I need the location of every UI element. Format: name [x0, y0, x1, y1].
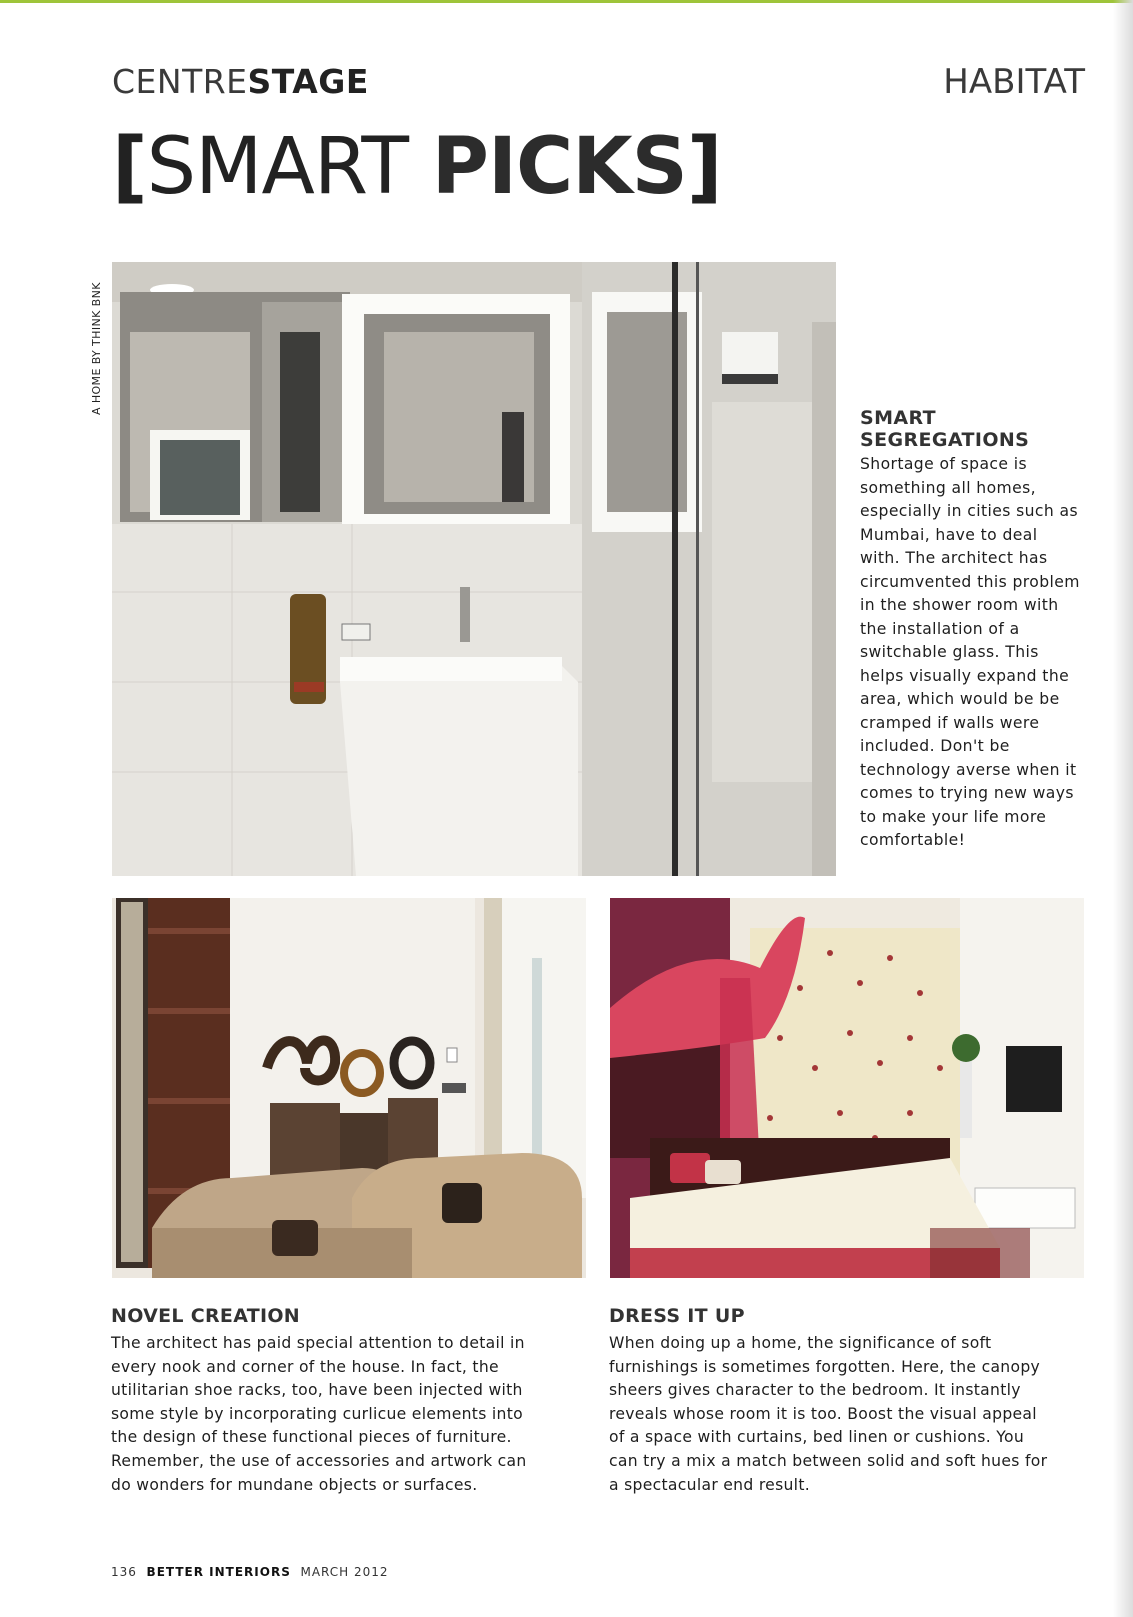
living-room-illustration: [112, 898, 586, 1278]
column-kicker: CENTRESTAGE: [112, 62, 369, 101]
page-footer: [111, 1565, 389, 1579]
issue-date: MARCH 2012: [300, 1565, 389, 1579]
page-headline: [SMART PICKS]: [112, 122, 722, 212]
smart-segregations-sidebar: [860, 407, 1080, 853]
shoe-rack-photo: [112, 898, 586, 1278]
photo-credit: A HOME BY THINK BNK: [90, 282, 103, 415]
bathroom-illustration: [112, 262, 836, 876]
sidebar-body: Shortage of space is something all homes, especially in cities such as Mumbai, have to deal with. The architect has circumvented this problem in the shower room with the installation of a switchable glass. This helps visually expand the area, which would be be cramped if walls were included. Don't be technology averse when it comes to trying new ways to make your life more comfortable!: [860, 455, 1080, 849]
article-heading: DRESS IT UP: [609, 1305, 745, 1327]
article-body: When doing up a home, the significance of soft furnishings is sometimes forgotten. Here, the canopy sheers gives character to the bedroom. It instantly reveals whose room it is too. Boost the visual appeal of a space with curtains, bed linen or cushions. You can try a mix a match between solid and soft hues for a spectacular end result.: [609, 1334, 1048, 1494]
top-rule: [0, 0, 1133, 3]
novel-creation-article: [111, 1304, 551, 1497]
magazine-name: BETTER INTERIORS: [146, 1565, 291, 1579]
section-label: HABITAT: [943, 62, 1085, 102]
article-body: The architect has paid special attention to detail in every nook and corner of the house. In fact, the utilitarian shoe racks, too, have been injected with some style by incorporating curlicue elements into the design of these functional pieces of furniture. Remember, the use of accessories and artwork can do wonders for mundane objects or surfaces.: [111, 1334, 527, 1494]
article-heading: NOVEL CREATION: [111, 1305, 301, 1327]
bedroom-photo: [610, 898, 1084, 1278]
sidebar-heading: SMART SEGREGATIONS: [860, 407, 1030, 451]
page-gutter-shadow: [1113, 0, 1133, 1617]
bedroom-illustration: [610, 898, 1084, 1278]
bathroom-photo: [112, 262, 836, 876]
page-number: 136: [111, 1565, 137, 1579]
dress-it-up-article: [609, 1304, 1049, 1497]
